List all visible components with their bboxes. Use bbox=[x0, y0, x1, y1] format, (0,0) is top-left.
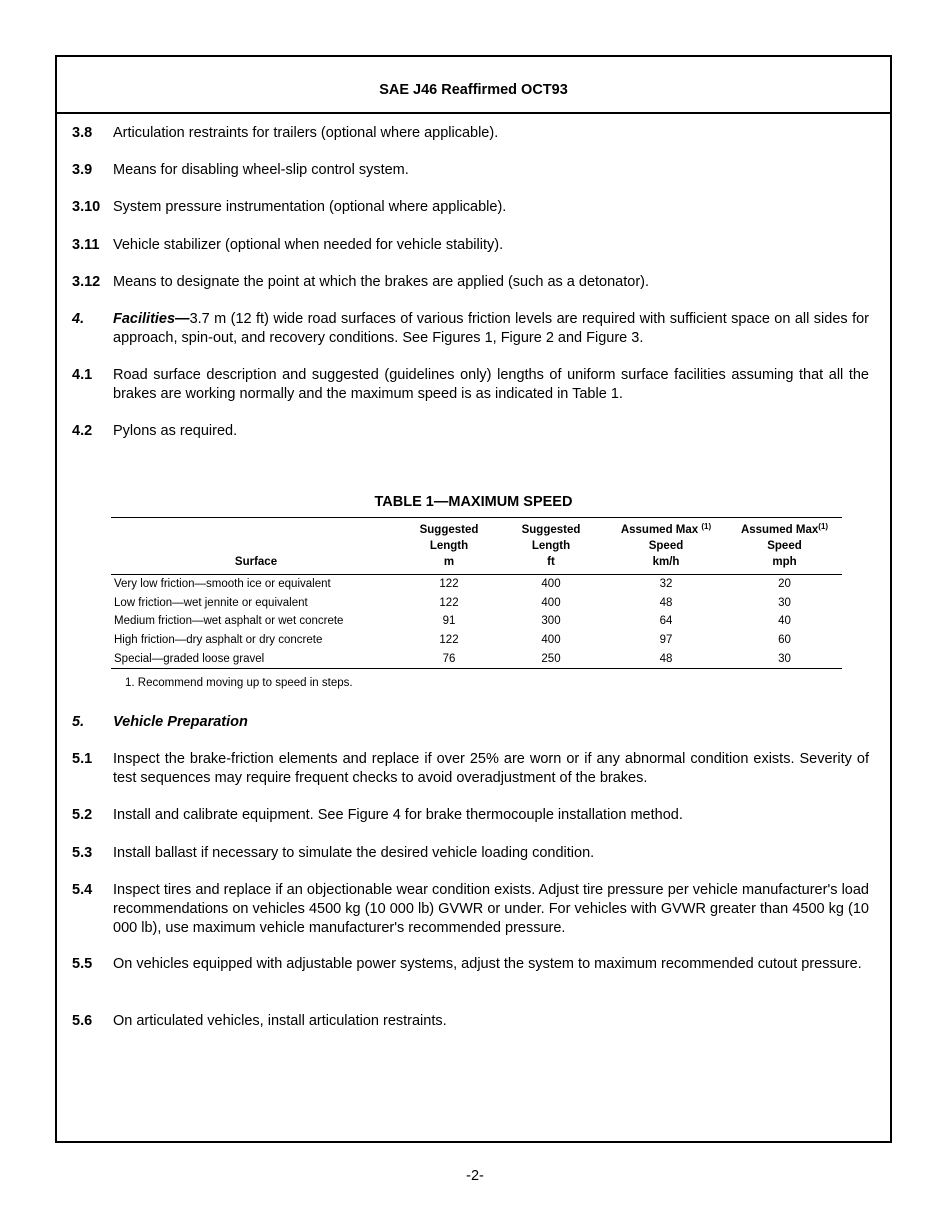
paragraph-text: On articulated vehicles, install articulation restraints. bbox=[113, 1013, 447, 1029]
cell-speed-kmh: 32 bbox=[659, 578, 673, 591]
column-header-length-ft bbox=[497, 518, 605, 575]
cell-surface: Special—graded loose gravel bbox=[111, 649, 401, 668]
column-header-length-m bbox=[401, 518, 497, 575]
paragraph-3-11 bbox=[72, 236, 869, 255]
paragraph-text: Means for disabling wheel-slip control system. bbox=[113, 162, 409, 178]
header-line: Length bbox=[531, 540, 571, 552]
paragraph-4-2 bbox=[72, 422, 869, 441]
paragraph-text: On vehicles equipped with adjustable power systems, adjust the system to maximum recommended cutout pressure. bbox=[113, 956, 862, 972]
paragraph-5-1 bbox=[72, 750, 869, 788]
header-line: Suggested bbox=[521, 524, 581, 536]
paragraph-number: 5.3 bbox=[72, 845, 93, 861]
paragraph-text: Install and calibrate equipment. See Figure 4 for brake thermocouple installation method. bbox=[113, 807, 683, 823]
paragraph-text bbox=[113, 310, 869, 348]
section-number: 4. bbox=[72, 311, 85, 327]
column-header-speed-kmh bbox=[605, 518, 727, 575]
cell-length-ft: 400 bbox=[541, 596, 561, 609]
cell-length-ft: 300 bbox=[541, 615, 561, 628]
cell-speed-kmh: 48 bbox=[659, 596, 673, 609]
header-line: Suggested bbox=[419, 524, 479, 536]
table-footnote: 1. Recommend moving up to speed in steps. bbox=[125, 677, 353, 689]
section-lead-text: 3.7 m (12 ft) wide road surfaces of various friction levels are required with sufficient space on all sides for approach, spin-out, and recovery conditions. See Figures 1, Figure 2 and Figure 3. bbox=[113, 311, 869, 346]
paragraph-number: 4.2 bbox=[72, 423, 93, 439]
paragraph-text: Articulation restraints for trailers (optional where applicable). bbox=[113, 125, 499, 141]
paragraph-3-9 bbox=[72, 161, 869, 180]
cell-speed-mph: 30 bbox=[727, 649, 842, 668]
cell-speed-mph: 30 bbox=[778, 596, 791, 609]
cell-speed-kmh: 48 bbox=[605, 649, 727, 668]
paragraph-number: 4.1 bbox=[72, 367, 93, 383]
paragraph-number: 5.6 bbox=[72, 1013, 93, 1029]
paragraph-text: Inspect tires and replace if an objectionable wear condition exists. Adjust tire pressure per vehicle manufacturer's load recommendations on vehicles 4500 kg (10 000 lb) GVWR or under. For vehicles with GVWR greater than 4500 kg (10 000 lb), use maximum vehicle manufacturer's recommended pressure. bbox=[113, 882, 869, 936]
cell-surface: High friction—dry asphalt or dry concrete bbox=[114, 634, 323, 647]
section-5-heading bbox=[72, 713, 869, 732]
cell-length-m: 122 bbox=[439, 596, 459, 609]
table-row bbox=[111, 575, 842, 594]
paragraph-5-2 bbox=[72, 806, 869, 825]
paragraph-5-3 bbox=[72, 844, 869, 863]
header-line: Speed bbox=[767, 540, 802, 552]
cell-length-m: 122 bbox=[439, 578, 459, 591]
header-line: mph bbox=[772, 556, 797, 568]
paragraph-text: System pressure instrumentation (optional where applicable). bbox=[113, 199, 507, 215]
header-line: Speed bbox=[648, 540, 684, 552]
paragraph-5-5 bbox=[72, 955, 869, 974]
header-line: Assumed Max bbox=[740, 524, 819, 536]
paragraph-number: 3.10 bbox=[72, 199, 101, 215]
header-title: SAE J46 Reaffirmed OCT93 bbox=[379, 82, 568, 98]
section-4-facilities bbox=[72, 310, 869, 348]
paragraph-text: Pylons as required. bbox=[113, 423, 238, 439]
paragraph-text: Install ballast if necessary to simulate the desired vehicle loading condition. bbox=[113, 845, 595, 861]
column-header-speed-mph bbox=[727, 518, 842, 575]
header-line: Assumed Max bbox=[620, 524, 699, 536]
section-number: 5. bbox=[72, 714, 85, 730]
cell-surface: Low friction—wet jennite or equivalent bbox=[114, 596, 308, 609]
table-row bbox=[111, 594, 842, 613]
cell-length-m: 91 bbox=[442, 615, 456, 628]
paragraph-number: 5.5 bbox=[72, 956, 93, 972]
paragraph-number: 3.9 bbox=[72, 162, 93, 178]
cell-surface: Very low friction—smooth ice or equivalent bbox=[114, 578, 331, 591]
paragraph-3-8 bbox=[72, 124, 869, 143]
paragraph-number: 3.12 bbox=[72, 274, 101, 290]
table-title: TABLE 1—MAXIMUM SPEED bbox=[374, 494, 573, 510]
header-line: Length bbox=[429, 540, 469, 552]
cell-speed-mph: 20 bbox=[778, 578, 791, 591]
maximum-speed-table bbox=[111, 517, 842, 669]
paragraph-5-4 bbox=[72, 881, 869, 938]
paragraph-3-12 bbox=[72, 273, 869, 292]
header-line: ft bbox=[547, 556, 555, 568]
cell-length-ft: 250 bbox=[497, 649, 605, 668]
cell-speed-mph: 40 bbox=[778, 615, 791, 628]
paragraph-number: 3.8 bbox=[72, 125, 93, 141]
cell-speed-kmh: 64 bbox=[659, 615, 673, 628]
cell-length-ft: 400 bbox=[541, 578, 561, 591]
header-line: Surface bbox=[234, 556, 278, 568]
table-row bbox=[111, 631, 842, 650]
cell-speed-mph: 60 bbox=[778, 634, 791, 647]
cell-surface: Medium friction—wet asphalt or wet concrete bbox=[114, 615, 344, 628]
paragraph-3-10 bbox=[72, 198, 869, 217]
paragraph-text: Road surface description and suggested (guidelines only) lengths of uniform surface facilities assuming that all the brakes are working normally and the maximum speed is as indicated in Table 1. bbox=[113, 367, 869, 402]
column-header-surface bbox=[111, 518, 401, 575]
paragraph-text: Vehicle stabilizer (optional when needed for vehicle stability). bbox=[113, 237, 504, 253]
paragraph-number: 3.11 bbox=[72, 237, 100, 253]
header-line: km/h bbox=[652, 556, 680, 568]
header-line: m bbox=[443, 556, 455, 568]
cell-length-m: 122 bbox=[439, 634, 459, 647]
page-frame bbox=[55, 55, 892, 1143]
footnote-marker: (1) bbox=[701, 522, 712, 531]
page-number: -2- bbox=[466, 1168, 484, 1184]
paragraph-text: Means to designate the point at which the brakes are applied (such as a detonator). bbox=[113, 274, 650, 290]
cell-length-ft: 400 bbox=[541, 634, 561, 647]
paragraph-4-1 bbox=[72, 366, 869, 404]
cell-length-m: 76 bbox=[401, 649, 497, 668]
section-title: Vehicle Preparation bbox=[113, 714, 248, 730]
paragraph-number: 5.1 bbox=[72, 751, 93, 767]
paragraph-text: Inspect the brake-friction elements and replace if over 25% are worn or if any abnormal condition exists. Severity of test sequences may require frequent checks to avoid overadjustment of the brakes. bbox=[113, 751, 869, 786]
table-header-row bbox=[111, 518, 842, 575]
paragraph-5-6 bbox=[72, 1012, 869, 1031]
table-row bbox=[111, 649, 842, 668]
paragraph-number: 5.4 bbox=[72, 882, 93, 898]
cell-speed-kmh: 97 bbox=[659, 634, 673, 647]
page-header bbox=[57, 57, 890, 114]
section-lead-title: Facilities— bbox=[113, 311, 190, 327]
footnote-marker: (1) bbox=[818, 522, 829, 531]
paragraph-number: 5.2 bbox=[72, 807, 93, 823]
table-row bbox=[111, 612, 842, 631]
